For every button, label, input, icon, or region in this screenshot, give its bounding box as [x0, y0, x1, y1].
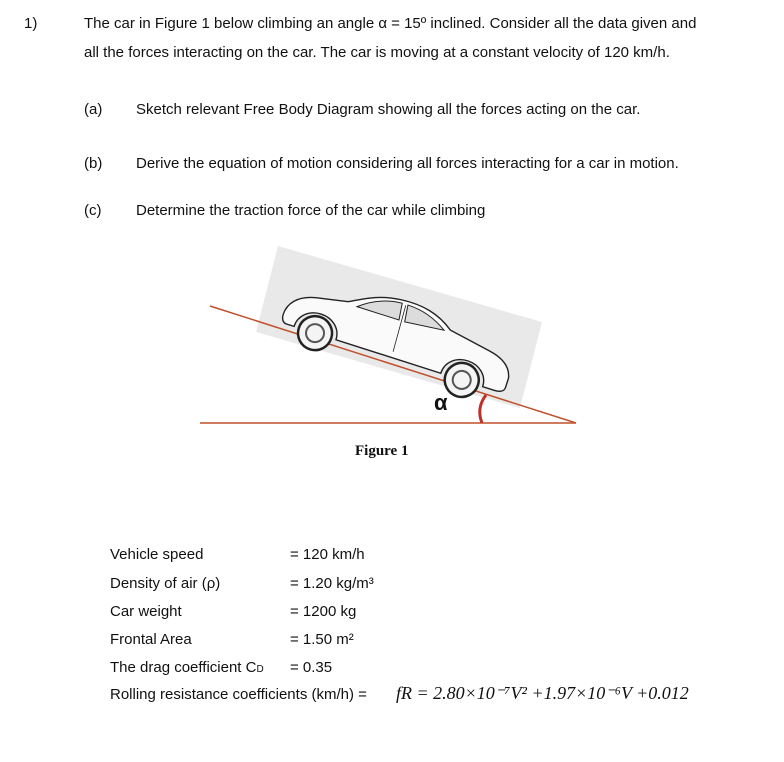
question-number: 1)	[24, 15, 38, 32]
data-label-density: Density of air (ρ)	[110, 575, 221, 592]
data-value-speed: = 120 km/h	[290, 546, 365, 563]
incline-figure	[190, 240, 590, 440]
part-c-label: (c)	[84, 202, 102, 219]
part-a-label: (a)	[84, 101, 103, 118]
drag-label-text: The drag coefficient C	[110, 659, 257, 676]
question-text-line-1: The car in Figure 1 below climbing an angle α = 15º inclined. Consider all the data given and	[84, 15, 697, 32]
part-b-text: Derive the equation of motion considering all forces interacting for a car in motion.	[136, 155, 679, 172]
part-a-text: Sketch relevant Free Body Diagram showing all the forces acting on the car.	[136, 101, 641, 118]
question-text-line-2: all the forces interacting on the car. The car is moving at a constant velocity of 120 km/h.	[84, 44, 670, 61]
data-value-drag: = 0.35	[290, 659, 333, 676]
data-value-weight: = 1200 kg	[290, 603, 357, 620]
part-b-label: (b)	[84, 155, 103, 172]
data-label-weight: Car weight	[110, 603, 182, 620]
drag-label-subscript: D	[256, 664, 264, 675]
data-label-area: Frontal Area	[110, 631, 192, 648]
data-label-speed: Vehicle speed	[110, 546, 204, 563]
part-c-text: Determine the traction force of the car while climbing	[136, 202, 486, 219]
data-label-drag	[110, 659, 264, 676]
rolling-label: Rolling resistance coefficients (km/h) =	[110, 686, 367, 703]
figure-caption: Figure 1	[355, 443, 409, 459]
angle-label: α	[434, 390, 448, 415]
data-value-density: = 1.20 kg/m³	[290, 575, 374, 592]
rolling-formula: fR = 2.80×10⁻⁷V² +1.97×10⁻⁶V +0.012	[396, 683, 689, 703]
angle-arc	[480, 395, 486, 423]
data-value-area: = 1.50 m²	[290, 631, 354, 648]
